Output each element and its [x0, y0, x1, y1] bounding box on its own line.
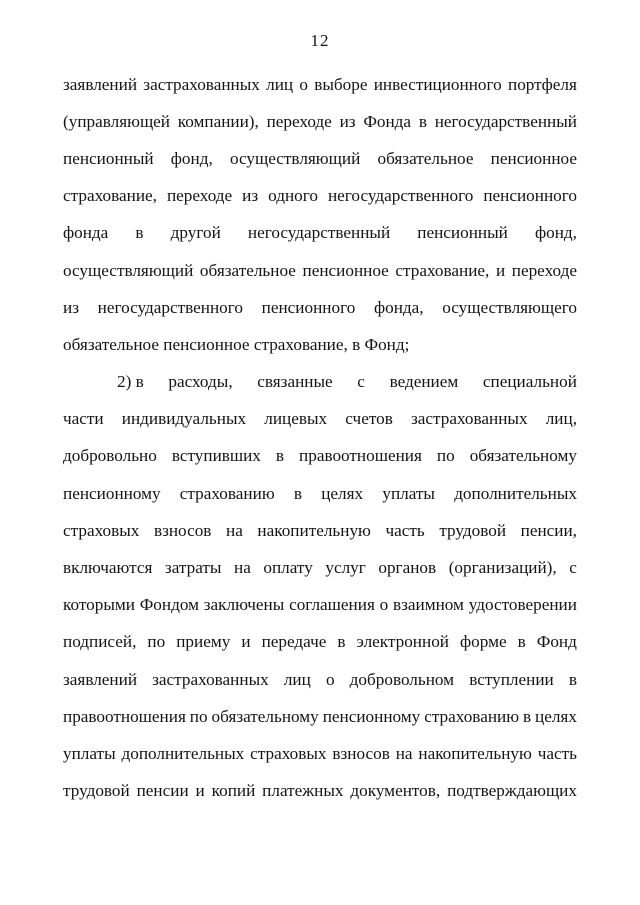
word: связанные [257, 372, 333, 392]
word: накопительную [418, 743, 532, 763]
word: вступлении [469, 669, 554, 689]
word: переходе [266, 111, 332, 131]
text-line-19 [63, 735, 577, 772]
word: застрахованных [152, 669, 269, 689]
word: страхованию [179, 483, 275, 503]
word: правоотношения [299, 446, 422, 466]
text-line-20 [63, 773, 577, 810]
text-line-17 [63, 661, 577, 698]
word: подтверждающих [447, 781, 577, 801]
document-body [63, 66, 577, 810]
word: документов, [350, 781, 441, 801]
word: расходы, [168, 372, 233, 392]
word: в [522, 706, 532, 726]
word: дополнительных [121, 743, 245, 763]
word: страхованию [424, 706, 520, 726]
word: дополнительных [454, 483, 577, 503]
word: о [299, 74, 308, 94]
word: Фонда [363, 111, 412, 131]
word: пенсионному [322, 706, 421, 726]
word: одного [268, 186, 318, 206]
word: с [569, 558, 577, 578]
text-line-6 [63, 252, 577, 289]
word: индивидуальных [121, 409, 247, 429]
word: передаче [261, 632, 327, 652]
word: в [337, 632, 346, 652]
word: лиц [266, 74, 294, 94]
word: специальной [482, 372, 577, 392]
word: переходе [511, 260, 577, 280]
word: страховых [63, 520, 140, 540]
word: негосударственного [97, 297, 243, 317]
word: пенсионный [63, 148, 154, 168]
word: по [436, 446, 455, 466]
word: с [357, 372, 365, 392]
text-line-14 [63, 549, 577, 586]
word: услуг [325, 558, 366, 578]
word: фонд, [534, 223, 577, 243]
word: соглашения [289, 595, 375, 615]
word: платежных [262, 781, 344, 801]
word: в [517, 632, 526, 652]
word: фонда, [373, 297, 424, 317]
word: в [418, 111, 427, 131]
word: накопительную [257, 520, 371, 540]
word: обязательному [469, 446, 577, 466]
word: на [226, 520, 243, 540]
word: в [568, 669, 577, 689]
word: в [275, 446, 285, 466]
word: добровольном [349, 669, 455, 689]
word: оплату [263, 558, 313, 578]
word: страхование, [63, 186, 157, 206]
word: (управляющей [63, 111, 171, 131]
word: негосударственный [247, 223, 391, 243]
word: другой [170, 223, 221, 243]
word: пенсионного [261, 297, 356, 317]
word: пенсионный [417, 223, 508, 243]
word: уплаты [63, 743, 116, 763]
text-line-13 [63, 512, 577, 549]
word: из [242, 186, 259, 206]
word: удостоверении [468, 595, 577, 615]
word: на [395, 743, 413, 763]
word: трудовой [63, 781, 130, 801]
word: и [195, 781, 205, 801]
word: трудовой [439, 520, 507, 540]
word: компании), [177, 111, 259, 131]
word: обязательное [199, 260, 296, 280]
word: копий [211, 781, 256, 801]
word: уплаты [382, 483, 435, 503]
text-line-1 [63, 66, 577, 103]
word: в [293, 483, 302, 503]
text-line-9 [63, 364, 577, 401]
text-line-16 [63, 624, 577, 661]
word: по [147, 632, 166, 652]
word: электронной [356, 632, 449, 652]
word: из [63, 297, 79, 317]
word: 2) в [117, 372, 144, 392]
word: застрахованных [143, 74, 260, 94]
word: негосударственного [327, 186, 474, 206]
word: негосударственный [434, 111, 577, 131]
text-line-3 [63, 140, 577, 177]
word: взносов [153, 520, 212, 540]
word: счетов [345, 409, 393, 429]
word: фонд, [170, 148, 213, 168]
text-line-12 [63, 475, 577, 512]
word: страховых [250, 743, 327, 763]
word: подписей, [63, 632, 137, 652]
text-line-4 [63, 178, 577, 215]
word: приему [176, 632, 231, 652]
word: взносов [332, 743, 390, 763]
word: взаимном [392, 595, 464, 615]
word: по [189, 706, 208, 726]
word: осуществляющий [229, 148, 361, 168]
word: целях [535, 706, 577, 726]
word: пенсионное [490, 148, 577, 168]
word: целях [321, 483, 364, 503]
page-number: 12 [310, 31, 330, 50]
word: часть [537, 743, 577, 763]
word: выборе [314, 74, 368, 94]
word: о [379, 595, 389, 615]
word: добровольно [63, 446, 157, 466]
word: страхование, [395, 260, 490, 280]
word: и [241, 632, 251, 652]
text-line-7 [63, 289, 577, 326]
word: и [495, 260, 506, 280]
text-line-5 [63, 215, 577, 252]
word: портфеля [508, 74, 577, 94]
text-line-11 [63, 438, 577, 475]
word: в [135, 223, 144, 243]
word: пенсионное [302, 260, 389, 280]
word: пенсии, [520, 520, 577, 540]
word: (организаций), [448, 558, 557, 578]
word: Фонд [536, 632, 577, 652]
text-line-15 [63, 587, 577, 624]
word: пенсии [136, 781, 189, 801]
word: форме [460, 632, 507, 652]
word: заявлений [63, 74, 138, 94]
word: включаются [63, 558, 153, 578]
word: осуществляющего [442, 297, 577, 317]
text-line-18 [63, 698, 577, 735]
word: обязательное [377, 148, 474, 168]
word: Фондом [139, 595, 199, 615]
word: из [339, 111, 356, 131]
word: фонда [63, 223, 109, 243]
word: застрахованных [410, 409, 528, 429]
word: пенсионному [63, 483, 161, 503]
word: лицевых [264, 409, 328, 429]
word: осуществляющий [63, 260, 194, 280]
word: лиц, [545, 409, 577, 429]
word: обязательному [211, 706, 319, 726]
word: правоотношения [63, 706, 186, 726]
word: вступивших [171, 446, 261, 466]
word: лиц [283, 669, 311, 689]
word: переходе [166, 186, 233, 206]
word: заключены [203, 595, 285, 615]
word: затраты [164, 558, 222, 578]
word: части [63, 409, 104, 429]
text-line-8: обязательное пенсионное страхование, в Фонд; [63, 335, 410, 355]
word: органов [378, 558, 437, 578]
word: которыми [63, 595, 135, 615]
word: на [234, 558, 251, 578]
text-line-2 [63, 103, 577, 140]
word: пенсионного [483, 186, 577, 206]
word: часть [385, 520, 425, 540]
word: ведением [389, 372, 459, 392]
word: о [325, 669, 335, 689]
word: заявлений [63, 669, 138, 689]
word: инвестиционного [373, 74, 502, 94]
text-line-10 [63, 401, 577, 438]
